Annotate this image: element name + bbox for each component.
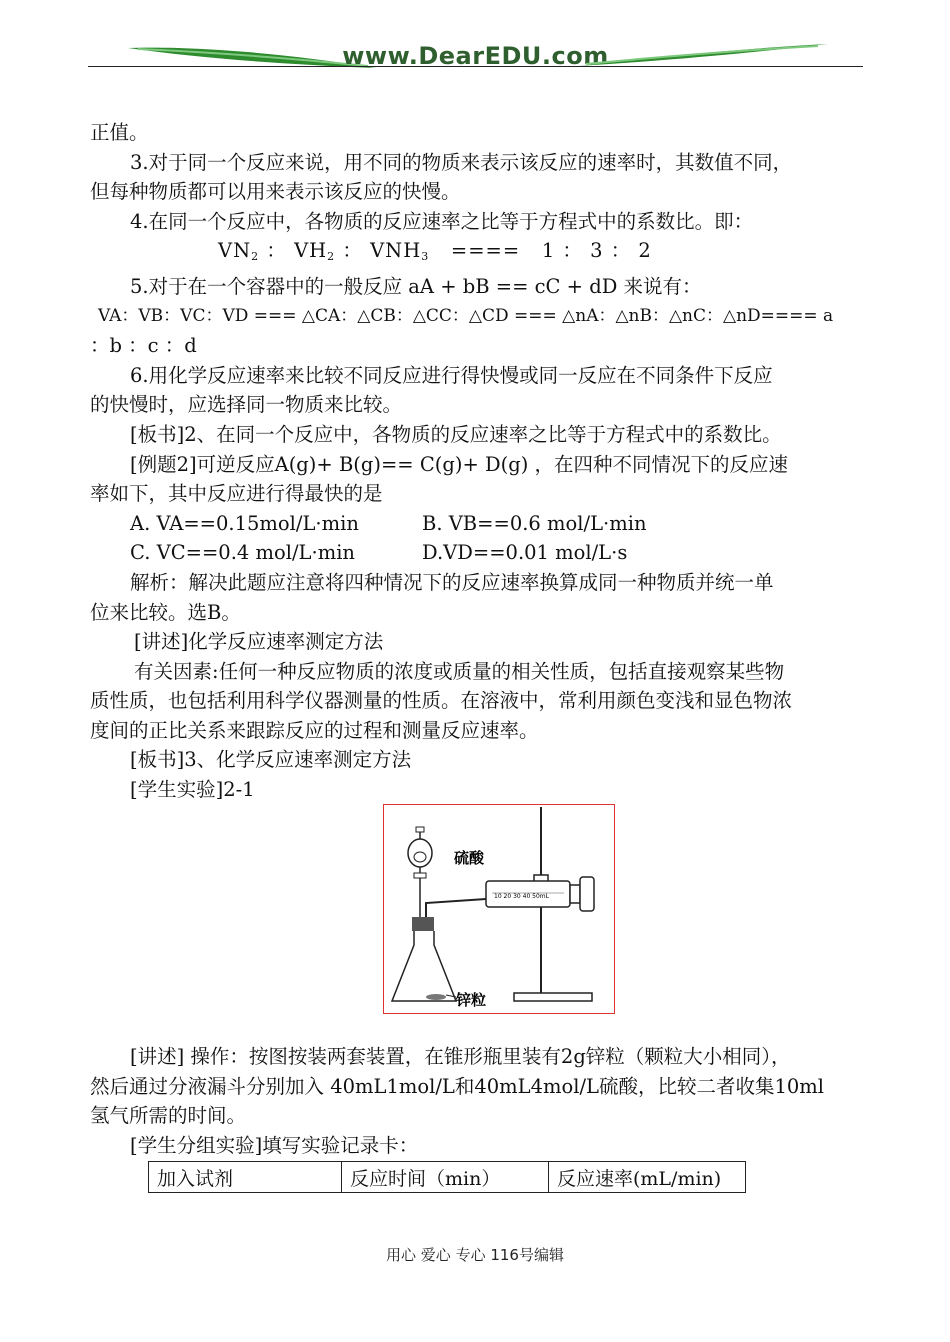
table-header-cell: 反应速率(mL/min): [549, 1162, 746, 1193]
paragraph: 5.对于在一个容器中的一般反应 aA + bB == cC + dD 来说有：: [130, 274, 702, 298]
paragraph: 有关因素:任何一种反应物质的浓度或质量的相关性质，包括直接观察某些物: [134, 659, 785, 683]
label-sulfuric-acid: 硫酸: [454, 849, 485, 867]
record-table: [148, 1161, 746, 1193]
table-header-row: [149, 1162, 746, 1193]
paragraph: 正值。: [90, 121, 149, 144]
option-a: A. VA==0.15mol/L·min: [130, 511, 359, 535]
paragraph: 6.用化学反应速率来比较不同反应进行得快慢或同一反应在不同条件下反应: [130, 363, 773, 387]
rate-ratio-equation: $VN_2$ ： $VH_2$ ： $VNH_3$ ==== 1 ： 3 ： 2: [218, 239, 652, 264]
document-body-lower: [90, 1042, 862, 1160]
paragraph: [讲述] 操作：按图按装两套装置，在锥形瓶里装有2g锌粒（颗粒大小相同），: [130, 1045, 791, 1068]
syringe-scale: 10 20 30 40 50mL: [494, 893, 549, 900]
right-leaf-decoration: [578, 42, 828, 72]
paragraph: [讲述]化学反应速率测定方法: [134, 630, 384, 654]
paragraph: 位来比较。选B。: [90, 600, 241, 624]
paragraph: 解析：解决此题应注意将四种情况下的反应速率换算成同一种物质并统一单: [130, 570, 774, 594]
options-row: [90, 538, 862, 568]
options-row: [90, 509, 862, 539]
option-b: B. VB==0.6 mol/L·min: [422, 511, 647, 535]
apparatus-figure: [383, 804, 615, 1014]
paragraph: 3.对于同一个反应来说，用不同的物质来表示该反应的速率时，其数值不同，: [130, 150, 793, 174]
general-ratio-line: ：b ：c ：d: [90, 334, 197, 358]
paragraph: [板书]3、化学反应速率测定方法: [130, 748, 412, 772]
paragraph: [学生分组实验]填写实验记录卡：: [130, 1133, 419, 1157]
page-footer: 用心 爱心 专心 116号编辑: [386, 1246, 564, 1264]
table-header-cell: 加入试剂: [149, 1162, 342, 1193]
table-header-cell: 反应时间（min）: [342, 1162, 549, 1193]
label-zinc: 锌粒: [456, 991, 487, 1009]
paragraph: 但每种物质都可以用来表示该反应的快慢。: [90, 180, 461, 204]
paragraph: 氢气所需的时间。: [90, 1104, 247, 1128]
paragraph: [板书]2、在同一个反应中，各物质的反应速率之比等于方程式中的系数比。: [130, 422, 782, 446]
general-ratio-line: VA：VB：VC：VD === △CA：△CB：△CC：△CD === △nA：△nB：△nC：△nD==== a: [98, 305, 834, 326]
paragraph: 的快慢时，应选择同一物质来比较。: [90, 393, 403, 417]
apparatus-drawing: [384, 805, 613, 1012]
option-d: D.VD==0.01 mol/L·s: [422, 541, 628, 565]
paragraph: 4.在同一个反应中，各物质的反应速率之比等于方程式中的系数比。即：: [130, 209, 754, 233]
paragraph: [例题2]可逆反应A(g)+ B(g)== C(g)+ D(g) ，在四种不同情况下的反应速: [130, 452, 789, 476]
header-rule: [88, 66, 863, 67]
paragraph: 率如下，其中反应进行得最快的是: [90, 482, 383, 506]
option-c: C. VC==0.4 mol/L·min: [130, 541, 355, 565]
document-body: [90, 118, 862, 805]
site-name: www.DearEDU.com: [342, 42, 609, 70]
paragraph: 质性质，也包括利用科学仪器测量的性质。在溶液中，常利用颜色变浅和显色物浓: [90, 689, 793, 713]
paragraph: 然后通过分液漏斗分别加入 40mL1mol/L和40mL4mol/L硫酸，比较二者收集10ml: [90, 1074, 825, 1098]
paragraph: [学生实验]2-1: [130, 778, 255, 802]
site-banner: [88, 38, 863, 74]
paragraph: 度间的正比关系来跟踪反应的过程和测量反应速率。: [90, 718, 539, 742]
